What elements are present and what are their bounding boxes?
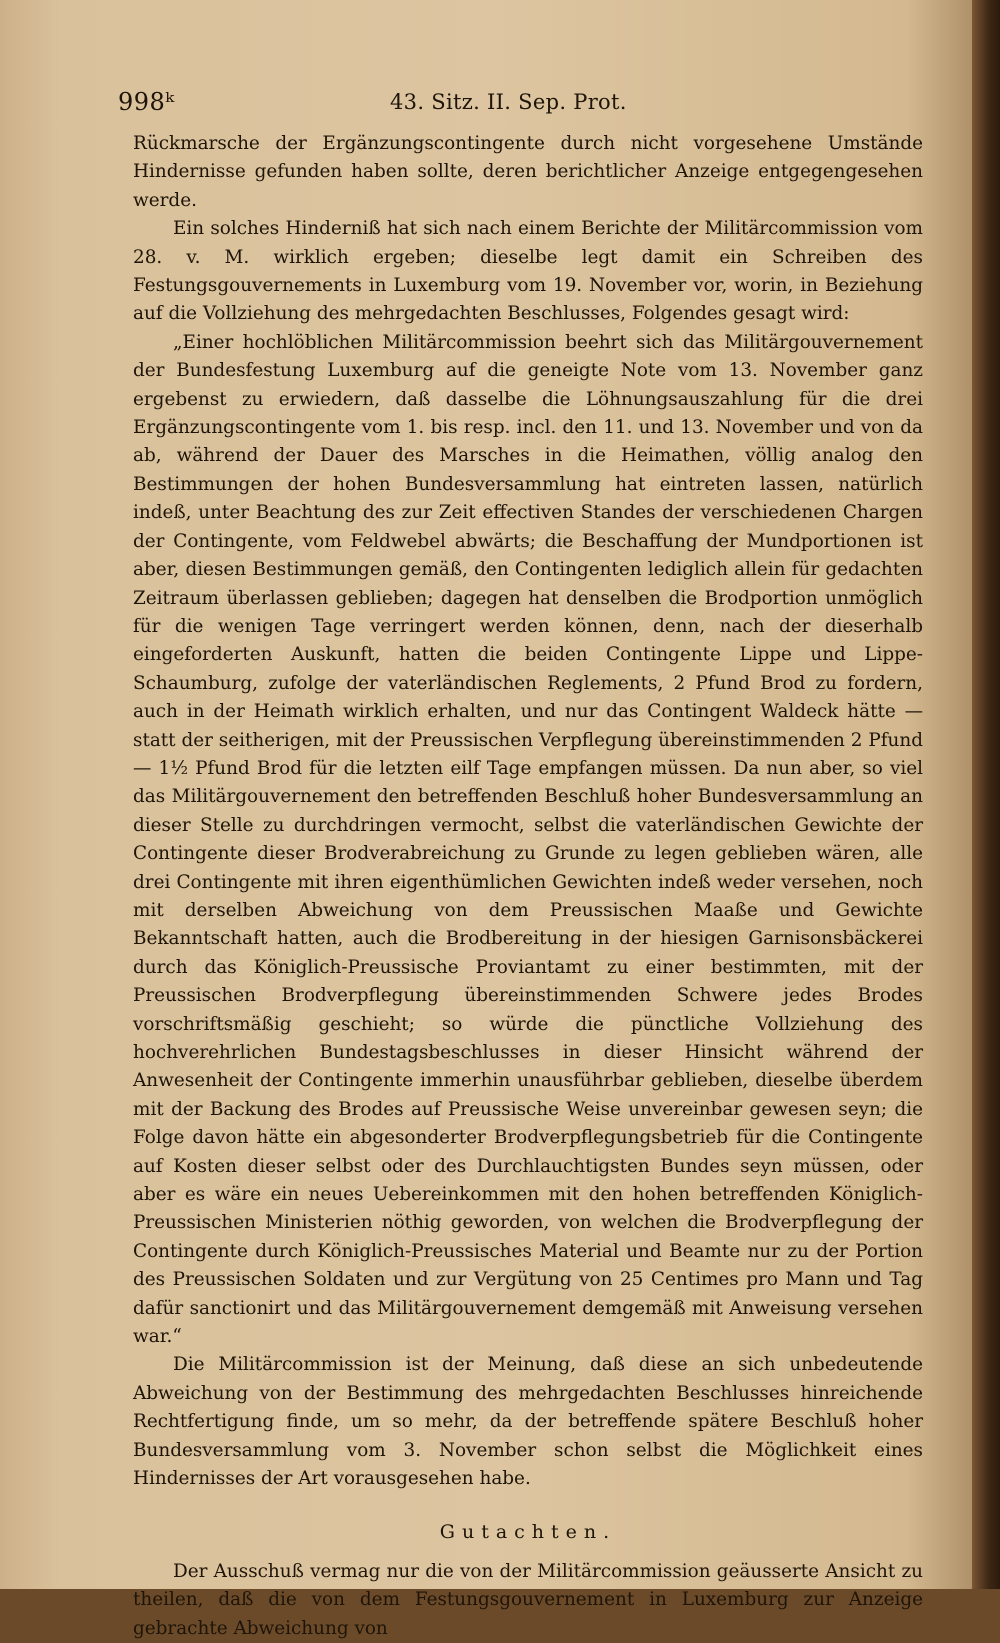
section-heading: Gutachten. bbox=[439, 1520, 617, 1543]
book-spine-edge bbox=[972, 0, 1000, 1589]
running-head: 43. Sitz. II. Sep. Prot. bbox=[390, 90, 627, 114]
paragraph-quotation: „Einer hochlöblichen Militärcommission beehrt sich das Militärgouvernement der Bundesfestung Luxemburg auf die geneigte Note vom 13. November ganz ergebenst zu erwiedern, daß dasselbe die Löhnungsauszahlung für die drei Ergänzungscontingente vom 1. bis resp. incl. den 11. und 13. November und von da ab, während der Dauer des Marsches in die Heimathen, völlig analog den Bestimmungen der hohen Bundesversammlung hat eintreten lassen, natürlich indeß, unter Beachtung des zur Zeit effectiven Standes der verschiedenen Chargen der Contingente, vom Feldwebel abwärts; die Beschaffung der Mundportionen ist aber, diesen Bestimmungen gemäß, den Contingenten lediglich allein für gedachten Zeitraum überlassen geblieben; dagegen hat denselben die Brodportion unmöglich für die wenigen Tage verringert werden können, denn, nach der dieserhalb eingeforderten Auskunft, hatten die beiden Contingente Lippe und Lippe-Schaumburg, zufolge der vaterländischen Reglements, 2 Pfund Brod zu fordern, auch in der Heimath wirklich erhalten, und nur das Contingent Waldeck hätte — statt der seitherigen, mit der Preussischen Verpflegung übereinstimmenden 2 Pfund — 1½ Pfund Brod für die letzten eilf Tage empfangen müssen. Da nun aber, so viel das Militärgouvernement den betreffenden Beschluß hoher Bundesversammlung an dieser Stelle zu durchdringen vermocht, selbst die vaterländischen Gewichte der Contingente dieser Brodverabreichung zu Grunde zu legen geblieben wären, alle drei Contingente mit ihren eigenthümlichen Gewichten indeß weder versehen, noch mit derselben Abweichung von dem Preussischen Maaße und Gewichte Bekanntschaft hatten, auch die Brodbereitung in der hiesigen Garnisonsbäckerei durch das Königlich-Preussische Proviantamt zu einer bestimmten, mit der Preussischen Brodverpflegung übereinstimmenden Schwere jedes Brodes vorschriftsmäßig geschieht; so würde die pünctliche Vollziehung des hochverehrlichen Bundestagsbeschlusses in dieser Hinsicht während der Anwesenheit der Contingente immerhin unausführbar geblieben, dieselbe überdem mit der Backung des Brodes auf Preussische Weise unvereinbar gewesen seyn; die Folge davon hätte ein abgesonderter Brodverpflegungsbetrieb für die Contingente auf Kosten dieser selbst oder des Durchlauchtigsten Bundes seyn müssen, oder aber es wäre ein neues Uebereinkommen mit den hohen betreffenden Königlich-Preussischen Ministerien nöthig geworden, von welchen die Brodverpflegung der Contingente durch Königlich-Preussisches Material und Beamte nur zu der Portion des Preussischen Soldaten und zur Vergütung von 25 Centimes pro Mann und Tag dafür sanctionirt und das Militärgouvernement demgemäß mit Anweisung versehen war.“ bbox=[133, 331, 923, 1348]
page-number: 998ᵏ bbox=[118, 88, 175, 116]
page-header bbox=[118, 88, 918, 122]
paragraph-continuation: Rückmarsche der Ergänzungscontingente durch nicht vorgesehene Umstände Hindernisse gefunden haben sollte, deren berichtlicher Anzeige entgegengesehen werde. bbox=[133, 133, 923, 211]
paragraph-committee-opinion: Der Ausschuß vermag nur die von der Militärcommission geäusserte Ansicht zu theilen, daß die von dem Festungsgouvernement in Luxemburg zur Anzeige gebrachte Abweichung von bbox=[133, 1560, 923, 1639]
paragraph-commission-opinion: Die Militärcommission ist der Meinung, daß diese an sich unbedeutende Abweichung von der Bestimmung des mehrgedachten Beschlusses hinreichende Rechtfertigung finde, um so mehr, da der betreffende spätere Beschluß hoher Bundesversammlung vom 3. November schon selbst die Möglichkeit eines Hindernisses der Art vorausgesehen habe. bbox=[133, 1354, 923, 1490]
paragraph-report: Ein solches Hinderniß hat sich nach einem Berichte der Militärcommission vom 28. v. M. wirklich ergeben; dieselbe legt damit ein Schreiben des Festungsgouvernements in Luxemburg vom 19. November vor, worin, in Beziehung auf die Vollziehung des mehrgedachten Beschlusses, Folgendes gesagt wird: bbox=[133, 218, 923, 325]
page-body bbox=[133, 130, 923, 1643]
